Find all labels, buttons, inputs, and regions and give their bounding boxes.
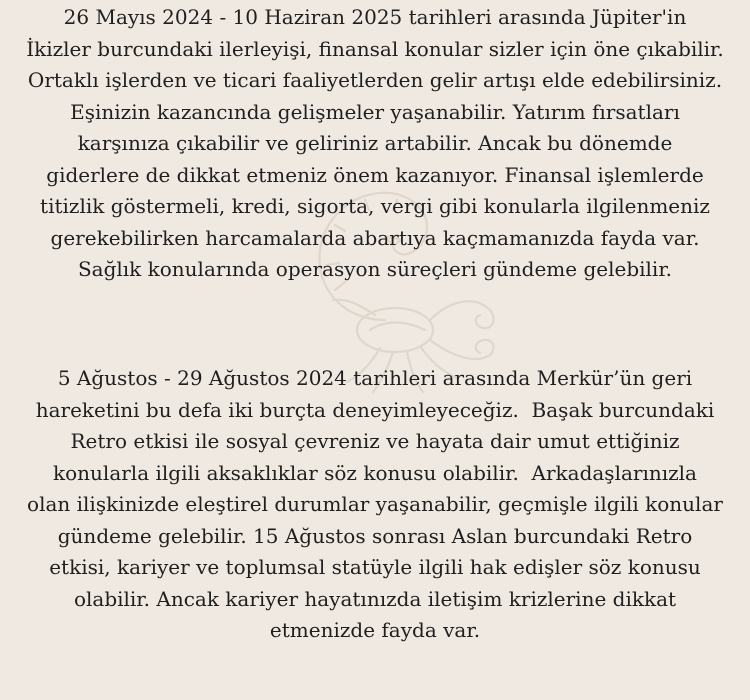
paragraph-line: 5 Ağustos - 29 Ağustos 2024 tarihleri arasında Merkür’ün geri [57, 366, 693, 390]
paragraph-line: etkisi, kariyer ve toplumsal statüyle ilgili hak edişler söz konusu [49, 555, 701, 579]
paragraph-line: giderlere de dikkat etmeniz önem kazanıyor. Finansal işlemlerde [46, 162, 704, 187]
paragraph-line: gerekebilirken harcamalarda abartıya kaçmamanızda fayda var. [50, 225, 700, 250]
paragraph-line: İkizler burcundaki ilerleyişi, finansal konular sizler için öne çıkabilir. [26, 36, 724, 61]
paragraph-line: hareketini bu defa iki burçta deneyimleyeceğiz. Başak burcundaki [35, 397, 715, 422]
paragraph-line: Retro etkisi ile sosyal çevreniz ve hayata dair umut ettiğiniz [70, 429, 680, 453]
paragraph-line: olabilir. Ancak kariyer hayatınızda iletişim krizlerine dikkat [73, 586, 677, 611]
paragraph-line: konularla ilgili aksaklıklar söz konusu olabilir. Arkadaşlarınızla [53, 460, 697, 485]
paragraph-line: 26 Mayıs 2024 - 10 Haziran 2025 tarihleri arasında Jüpiter'in [63, 5, 687, 29]
paragraph-mercury-retrograde [0, 363, 750, 647]
paragraph-line: olan ilişkinizde eleştirel durumlar yaşanabilir, geçmişle ilgili konular [27, 492, 723, 516]
paragraph-line: Sağlık konularında operasyon süreçleri gündeme gelebilir. [77, 257, 673, 281]
paragraph-line: gündeme gelebilir. 15 Ağustos sonrası Aslan burcundaki Retro [57, 523, 693, 548]
paragraph-line: etmenizde fayda var. [269, 618, 481, 642]
paragraph-line: titizlik göstermeli, kredi, sigorta, vergi gibi konularla ilgilenmeniz [40, 194, 710, 218]
paragraph-line: Eşinizin kazancında gelişmeler yaşanabilir. Yatırım fırsatları [70, 99, 680, 124]
paragraph-line: karşınıza çıkabilir ve geliriniz artabilir. Ancak bu dönemde [77, 131, 673, 155]
paragraph-line: Ortaklı işlerden ve ticari faaliyetlerden gelir artışı elde edebilirsiniz. [27, 68, 723, 92]
paragraph-jupiter [0, 2, 750, 286]
